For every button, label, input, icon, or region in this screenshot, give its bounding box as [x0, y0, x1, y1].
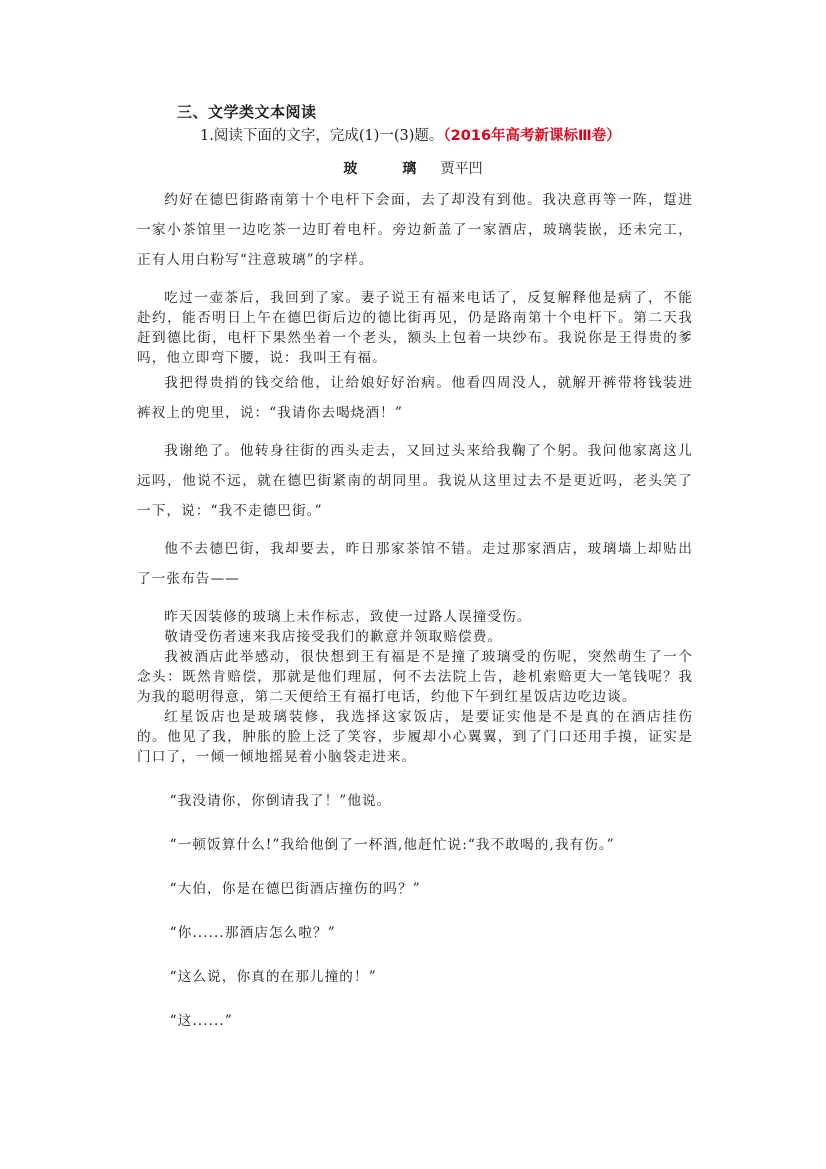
dialog-line: “这......”	[169, 1013, 233, 1029]
story-author: 贾平凹	[440, 161, 483, 177]
question-text: 1.阅读下面的文字，完成(1)一(3)题。	[200, 128, 444, 144]
dialog-line: “一顿饭算什么!”我给他倒了一杯酒,他赶忙说:“我不敢喝的,我有伤。”	[169, 837, 615, 853]
paragraph: 我把得贵捎的钱交给他，让给娘好好治病。他看四周没人，就解开裤带将钱装进裤衩上的兜里，说：“我请你去喝烧酒！”	[137, 375, 693, 421]
paragraph: 他不去德巴街，我却要去，昨日那家茶馆不错。走过那家酒店，玻璃墙上却贴出了一张布告——	[137, 541, 693, 587]
story-title: 玻 璃	[343, 161, 437, 177]
paragraph: 我被酒店此举感动，很快想到王有福是不是撞了玻璃受的伤呢，突然萌生了一个念头：既然肯赔偿，那就是他们理屈，何不去法院上告，趁机索赔更大一笔钱呢？我为我的聪明得意，第二天便给王有福打电话，约他下午到红星饭店边吃边谈。	[137, 649, 693, 705]
paragraph: 我谢绝了。他转身往街的西头走去，又回过头来给我鞠了个躬。我问他家离这儿远吗，他说不远，就在德巴街紧南的胡同里。我说从这里过去不是更近吗，老头笑了一下，说：“我不走德巴街。”	[137, 443, 693, 519]
question-source: （2016年高考新课标Ⅲ卷）	[443, 128, 621, 144]
story-title-line	[0, 158, 826, 178]
paragraph: 约好在德巴街路南第十个电杆下会面，去了却没有到他。我决意再等一阵，踅进一家小茶馆里一边吃茶一边盯着电杆。旁边新盖了一家酒店，玻璃装嵌，还未完工，正有人用白粉写“注意玻璃”的字样。	[137, 192, 693, 268]
paragraph: 红星饭店也是玻璃装修，我选择这家饭店，是要证实他是不是真的在酒店挂伤的。他见了我，肿胀的脸上泛了笑容，步履却小心翼翼，到了门口还用手摸，证实是门口了，一倾一倾地摇晃着小脑袋走进来。	[137, 709, 693, 765]
notice-line: 敬请受伤者速来我店接受我们的歉意并领取赔偿费。	[164, 629, 503, 645]
paragraph: 吃过一壶茶后，我回到了家。妻子说王有福来电话了，反复解释他是病了，不能赴约，能否明日上午在德巴街后边的德比街再见，仍是路南第十个电杆下。第二天我赶到德比街，电杆下果然坐着一个老头，额头上包着一块纱布。我说你是王得贵的爹吗，他立即弯下腰，说：我叫王有福。	[137, 290, 693, 366]
dialog-line: “大伯，你是在德巴街酒店撞伤的吗？”	[169, 881, 421, 897]
dialog-line: “这么说，你真的在那儿撞的！”	[169, 969, 377, 985]
dialog-line: “你......那酒店怎么啦？”	[169, 925, 336, 941]
section-heading: 三、文学类文本阅读	[177, 103, 317, 121]
story-body	[137, 185, 693, 1031]
notice-line: 昨天因装修的玻璃上未作标志，致使一过路人误撞受伤。	[164, 609, 532, 625]
question-line	[200, 124, 621, 145]
dialog-line: “我没请你，你倒请我了！”他说。	[169, 793, 392, 809]
